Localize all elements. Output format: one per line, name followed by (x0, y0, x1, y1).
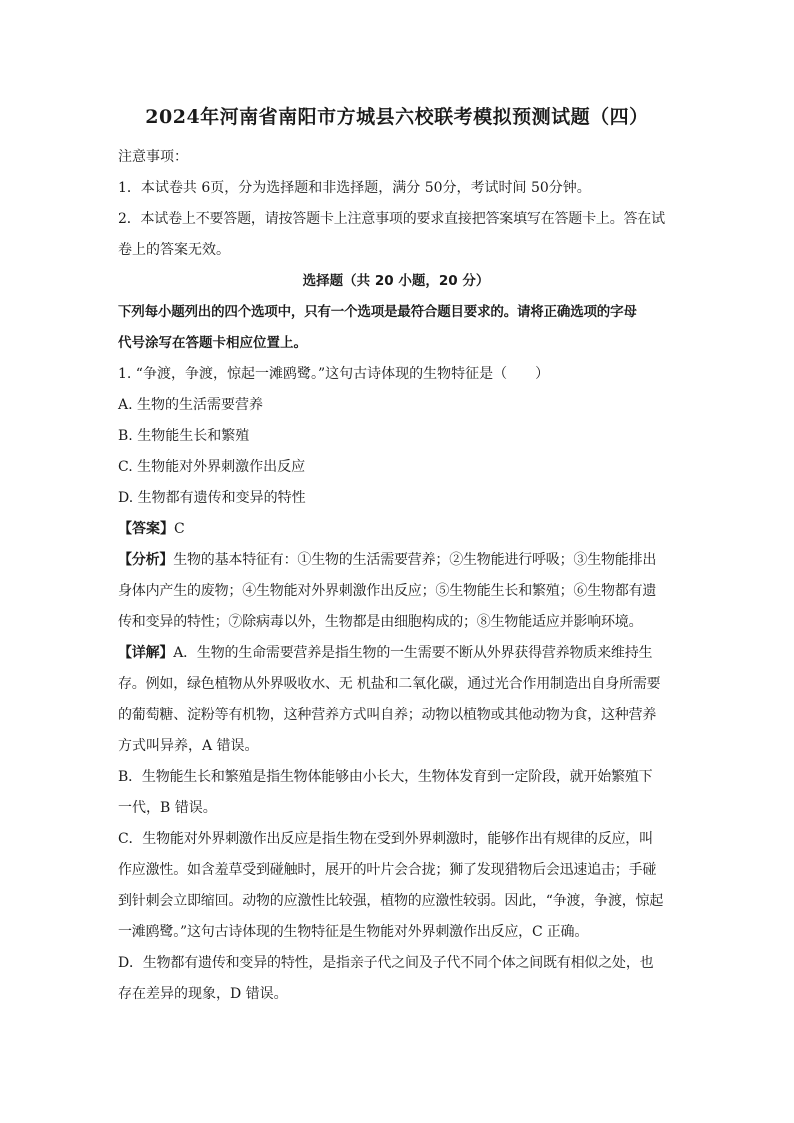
detail-d-line-2: 存在差异的现象，D 错误。 (118, 986, 288, 1002)
question-1-option-a: A. 生物的生活需要营养 (118, 397, 264, 413)
detail-c-line-2: 作应激性。如含羞草受到碰触时，展开的叶片会合拢；狮了发现猎物后会迅速追击；手碰 (118, 862, 657, 878)
analysis-text-1: 生物的基本特征有：①生物的生活需要营养；②生物能进行呼吸；③生物能排出 (173, 552, 657, 568)
analysis-line-1 (118, 545, 674, 576)
exam-title: 2024年河南省南阳市方城县六校联考模拟预测试题（四） (145, 106, 649, 128)
detail-a-line-4: 方式叫异养，A 错误。 (118, 738, 259, 754)
detail-b-line-1: B．生物能生长和繁殖是指生物体能够由小长大，生物体发育到一定阶段，就开始繁殖下 (118, 769, 653, 785)
question-1-stem: 1. “争渡，争渡，惊起一滩鸥鹭。”这句古诗体现的生物特征是（ ） (118, 366, 550, 382)
detail-c-line-3: 到针刺会立即缩回。动物的应激性比较强，植物的应激性较弱。因此，“争渡，争渡，惊起 (118, 893, 664, 909)
detail-a-text-1: A．生物的生命需要营养是指生物的一生需要不断从外界获得营养物质来维持生 (173, 645, 653, 661)
detail-label: 【详解】 (118, 645, 174, 661)
detail-c-line-4: 一滩鸥鹭。”这句古诗体现的生物特征是生物能对外界刺激作出反应，C 正确。 (118, 924, 589, 940)
question-1-option-d: D. 生物都有遗传和变异的特性 (118, 490, 306, 506)
analysis-label: 【分析】 (118, 552, 174, 568)
answer-value: C (174, 521, 185, 537)
detail-b-line-2: 一代，B 错误。 (118, 800, 217, 816)
analysis-line-3: 传和变异的特性；⑦除病毒以外，生物都是由细胞构成的；⑧生物能适应并影响环境。 (118, 614, 643, 630)
notice-item-2-line-2: 卷上的答案无效。 (118, 242, 230, 258)
question-1-option-c: C. 生物能对外界刺激作出反应 (118, 459, 306, 475)
detail-line-1 (118, 638, 674, 669)
detail-a-line-3: 的葡萄糖、淀粉等有机物，这种营养方式叫自养；动物以植物或其他动物为食，这种营养 (118, 707, 657, 723)
answer-label: 【答案】 (118, 521, 174, 537)
question-1-option-b: B. 生物能生长和繁殖 (118, 428, 250, 444)
notice-item-1: 1．本试卷共 6页，分为选择题和非选择题，满分 50分，考试时间 50分钟。 (118, 180, 591, 196)
detail-a-line-2: 存。例如，绿色植物从外界吸收水、无 机盐和二氧化碳，通过光合作用制造出自身所需要 (118, 676, 661, 692)
answer-line (118, 514, 674, 545)
section-heading: 选择题（共 20 小题，20 分） (302, 273, 490, 289)
notice-item-2-line-1: 2．本试卷上不要答题，请按答题卡上注意事项的要求直接把答案填写在答题卡上。答在试 (118, 211, 665, 227)
notice-heading: 注意事项： (118, 149, 188, 165)
section-instruction-line-1: 下列每小题列出的四个选项中，只有一个选项是最符合题目要求的。请将正确选项的字母 (118, 304, 637, 320)
exam-content (118, 142, 674, 1010)
detail-c-line-1: C．生物能对外界刺激作出反应是指生物在受到外界刺激时，能够作出有规律的反应，叫 (118, 831, 653, 847)
detail-d-line-1: D．生物都有遗传和变异的特性，是指亲子代之间及子代不同个体之间既有相似之处，也 (118, 955, 654, 971)
section-instruction-line-2: 代号涂写在答题卡相应位置上。 (118, 335, 307, 351)
analysis-line-2: 身体内产生的废物；④生物能对外界刺激作出反应；⑤生物能生长和繁殖；⑥生物都有遗 (118, 583, 657, 599)
